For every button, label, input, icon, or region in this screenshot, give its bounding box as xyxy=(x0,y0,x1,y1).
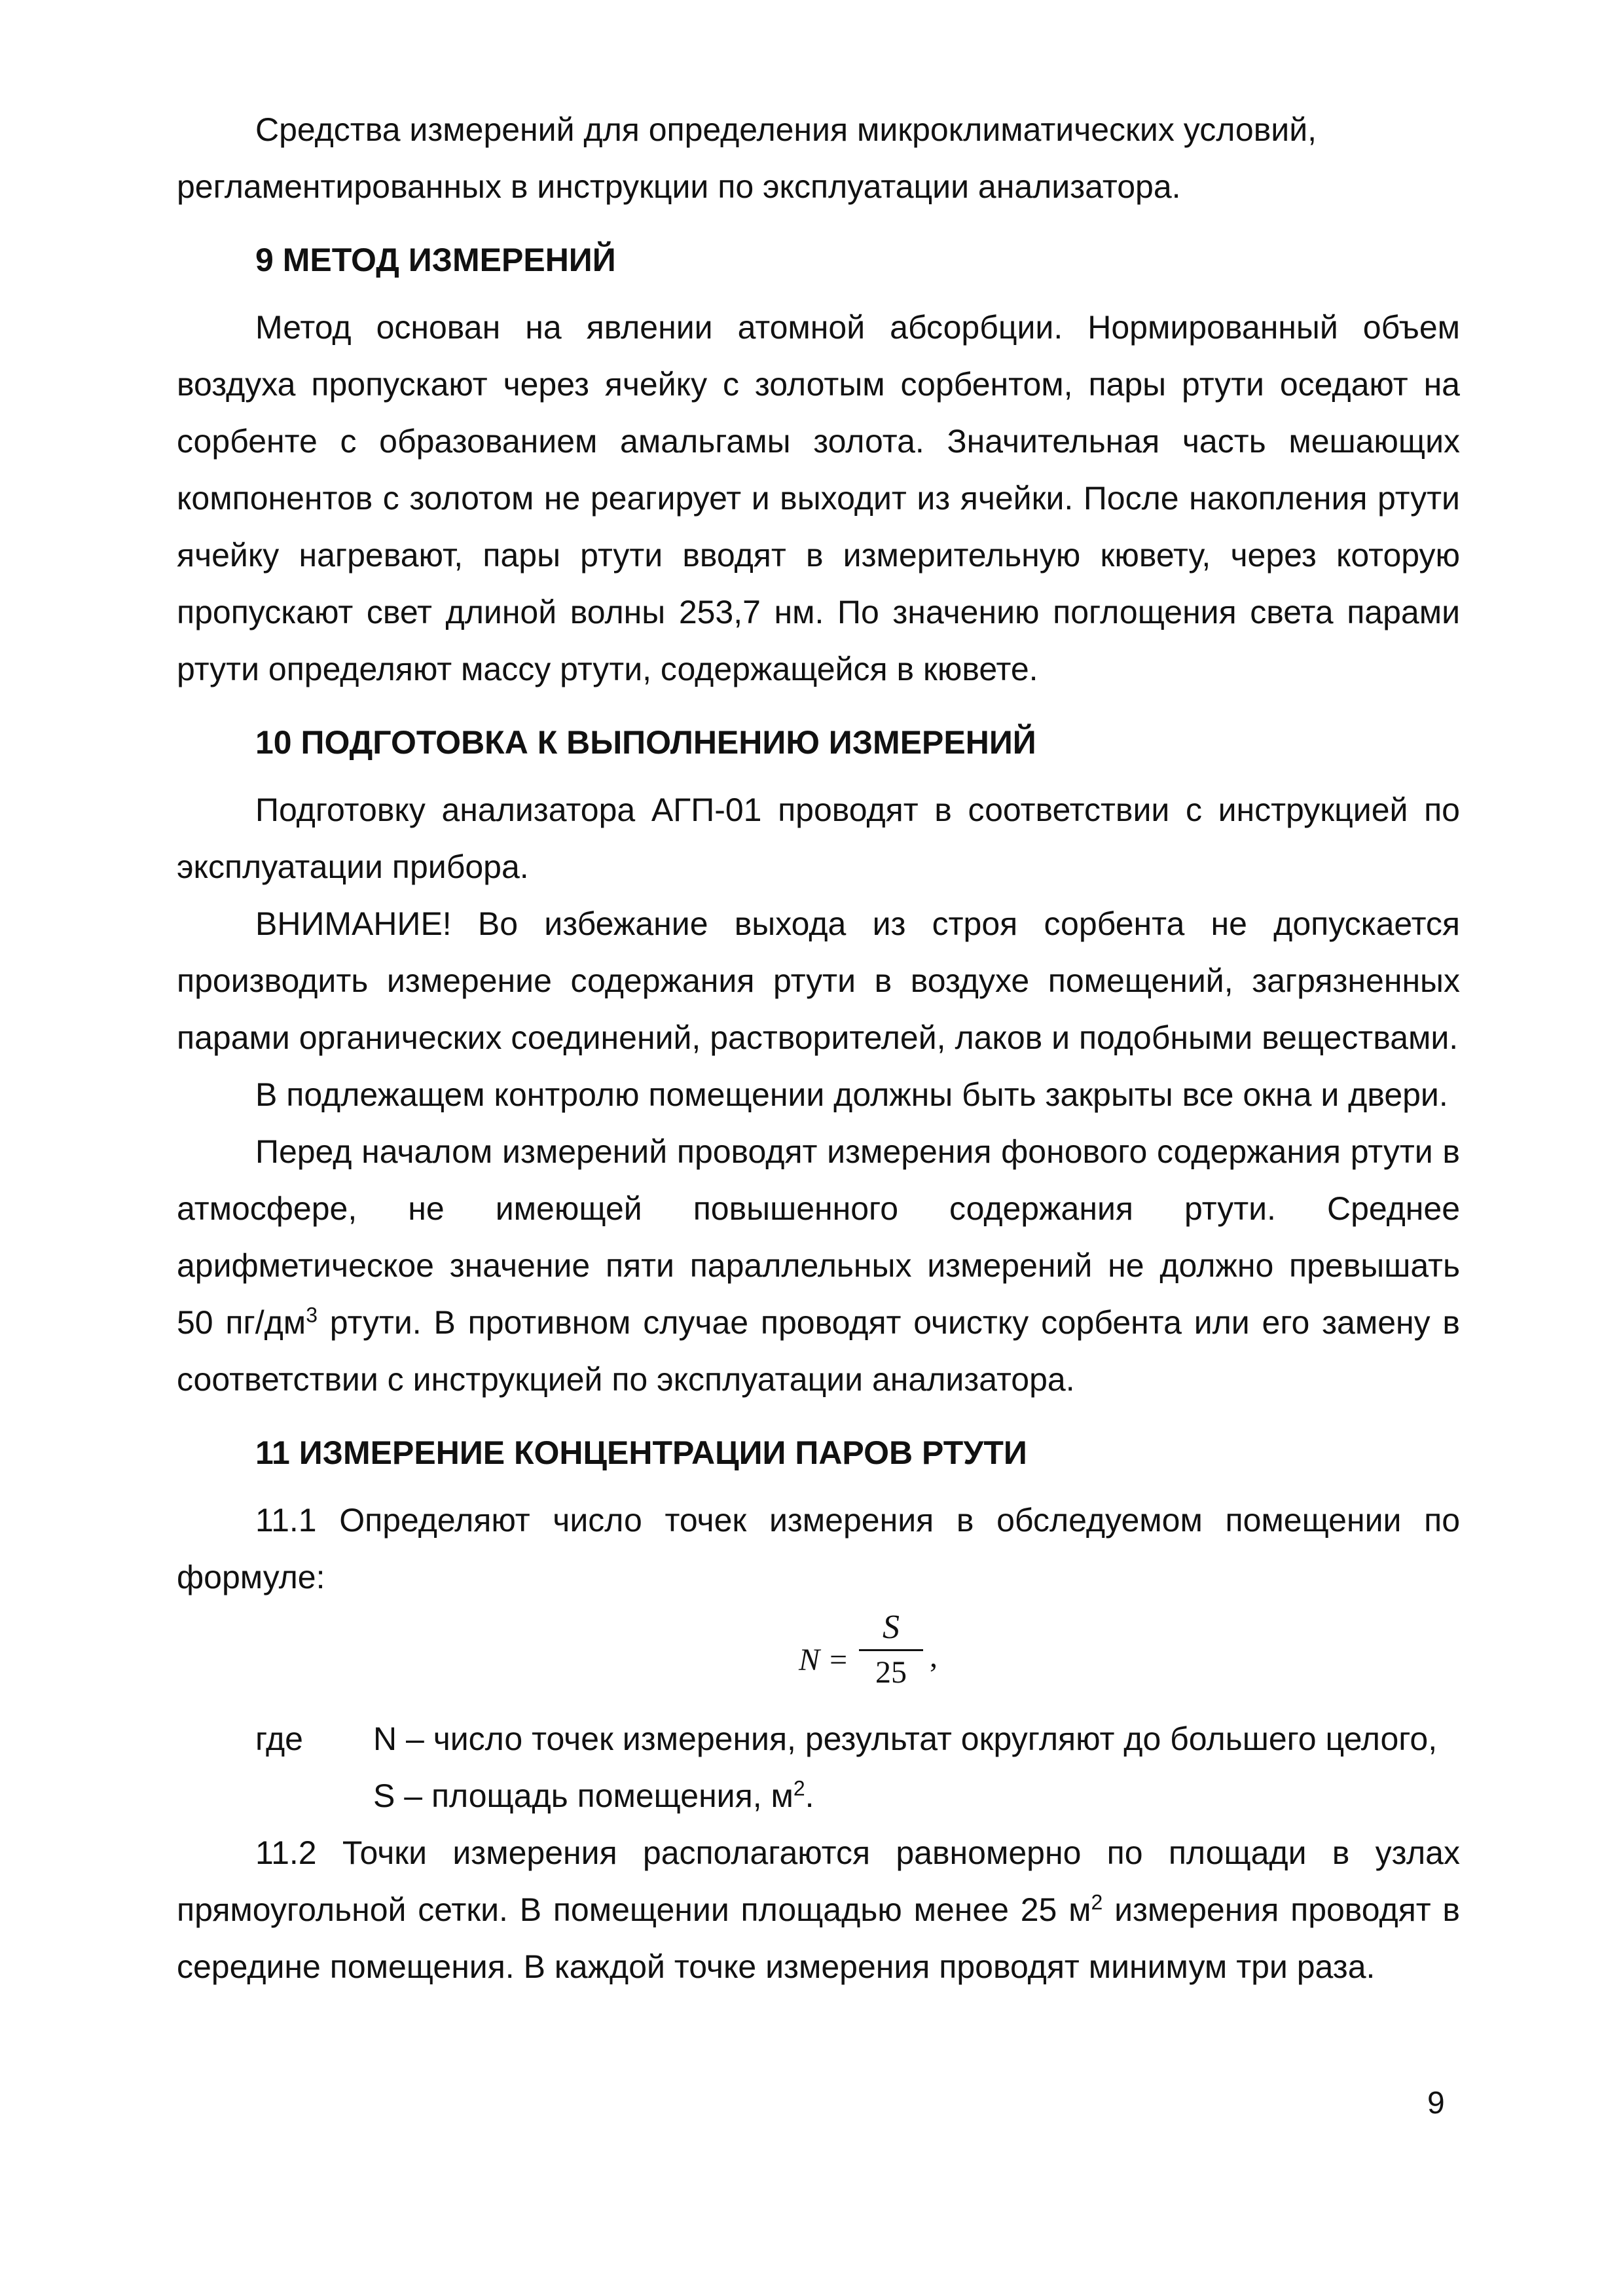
formula-fraction xyxy=(855,1606,927,1694)
section-11-paragraph-1: 11.1 Определяют число точек измерения в обследуемом помещении по формуле: xyxy=(177,1502,1460,1595)
section-10-paragraph-1: Подготовку анализатора АГП-01 проводят в соответствии с инструкцией по эксплуатации прибора. xyxy=(177,792,1460,885)
intro-line-2: регламентированных в инструкции по эксплуатации анализатора. xyxy=(177,168,1181,205)
where-s-end: . xyxy=(805,1777,814,1814)
section-9-heading: 9 МЕТОД ИЗМЕРЕНИЙ xyxy=(255,242,616,278)
section-11-paragraph-2 xyxy=(177,1825,1460,1995)
p2-text-before: 11.2 Точки измерения располагаются равномерно по площади в узлах прямоугольной сетки. В помещении площадью менее 25 м xyxy=(177,1834,1460,1928)
where-s-superscript: 2 xyxy=(793,1776,805,1800)
intro-line-1: Средства измерений для определения микроклиматических условий, xyxy=(255,111,1317,148)
p4-text-before: Перед началом измерений проводят измерения фонового содержания ртути в атмосфере, не имеющей повышенного содержания ртути. Среднее арифметическое значение пяти параллельных измерений не должно превышать 50 пг/дм xyxy=(177,1133,1460,1341)
section-10-heading: 10 ПОДГОТОВКА К ВЫПОЛНЕНИЮ ИЗМЕРЕНИЙ xyxy=(255,724,1036,761)
formula-comma: , xyxy=(930,1639,938,1674)
formula-denominator: 25 xyxy=(875,1655,907,1690)
p4-text-after: ртути. В противном случае проводят очистку сорбента или его замену в соответствии с инструкцией по эксплуатации анализатора. xyxy=(177,1304,1460,1398)
section-10-paragraph-4 xyxy=(177,1123,1460,1408)
p2-superscript: 2 xyxy=(1091,1890,1103,1914)
document-page xyxy=(177,101,1460,1995)
where-label: где xyxy=(255,1721,303,1757)
page-number: 9 xyxy=(1427,2086,1445,2121)
section-10-warning-paragraph: ВНИМАНИЕ! Во избежание выхода из строя сорбента не допускается производить измерение содержания ртути в воздухе помещений, загрязненных парами органических соединений, растворителей, лаков и подобными веществами. xyxy=(177,905,1460,1056)
section-9-paragraph: Метод основан на явлении атомной абсорбции. Нормированный объем воздуха пропускают через ячейку с золотым сорбентом, пары ртути оседают на сорбенте с образованием амальгамы золота. Значительная часть мешающих компонентов с золотом не реагирует и выходит из ячейки. После накопления ртути ячейку нагревают, пары ртути вводят в измерительную кювету, через которую пропускают свет длиной волны 253,7 нм. По значению поглощения света парами ртути определяют массу ртути, содержащейся в кювете. xyxy=(177,309,1460,687)
section-11-heading: 11 ИЗМЕРЕНИЕ КОНЦЕНТРАЦИИ ПАРОВ РТУТИ xyxy=(255,1434,1027,1471)
where-s-definition xyxy=(373,1768,814,1825)
formula-lhs: N = xyxy=(799,1643,849,1677)
formula-numerator: S xyxy=(883,1609,900,1646)
p2-text-after: измерения проводят в середине помещения. В каждой точке измерения проводят минимум три раза. xyxy=(177,1891,1460,1985)
formula-legend xyxy=(177,1711,1460,1825)
where-n-definition: N – число точек измерения, результат округляют до большего целого, xyxy=(373,1721,1438,1757)
where-s-text: S – площадь помещения, м xyxy=(373,1777,793,1814)
formula xyxy=(177,1606,1460,1711)
p4-superscript: 3 xyxy=(306,1303,318,1327)
section-10-paragraph-3: В подлежащем контролю помещении должны быть закрыты все окна и двери. xyxy=(255,1076,1448,1113)
